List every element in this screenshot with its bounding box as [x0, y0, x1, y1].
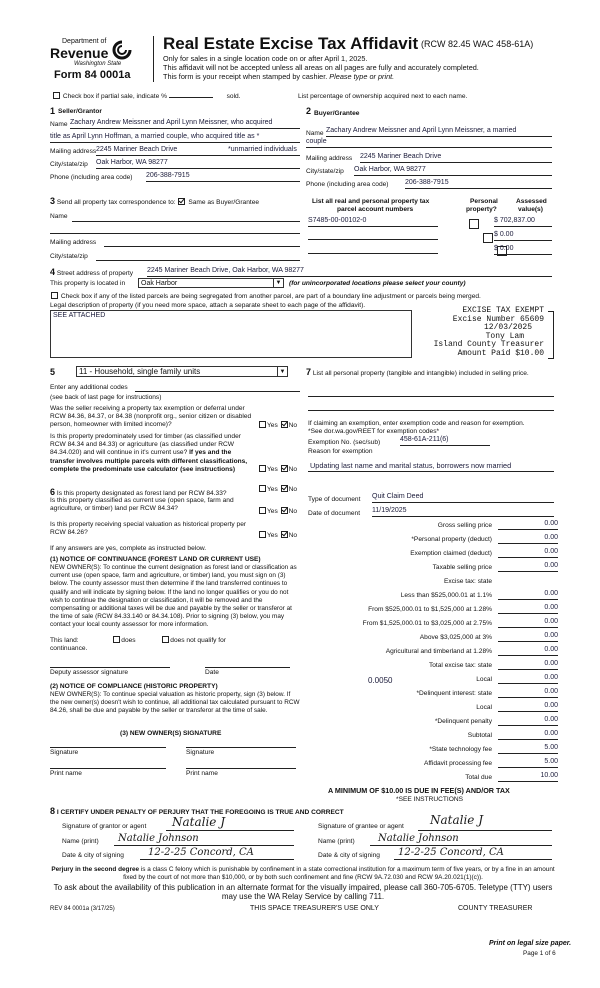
stamp-line1: EXCISE TAX EXEMPT	[462, 306, 544, 315]
grantor-date-value[interactable]: 12-2-25 Concord, CA	[148, 847, 254, 858]
local-label: Local	[476, 676, 492, 683]
does-not-qualify-checkbox[interactable]	[162, 636, 169, 643]
grantor-name-value[interactable]: Natalie Johnson	[118, 833, 199, 844]
proc-fee-label: Affidavit processing fee	[423, 760, 492, 767]
header-note2: This affidavit will not be accepted unless all areas on all pages are fully and accurately completed.	[163, 63, 479, 72]
parcels-h3b: value(s)	[518, 206, 543, 213]
sec5-q2: Is this property predominately used for timber (as classified under RCW 84.34 and 84.33) or agriculture (as classified under RCW 84.34.020) and will continue in it's current use? If yes and the transfer involves multiple parcels with different classifications, complete the predominate use calculator (see instructions)	[50, 433, 248, 473]
doc-type-label: Type of document	[308, 496, 361, 503]
doc-date-label: Date of document	[308, 510, 361, 517]
personal-value[interactable]: 0.00	[498, 534, 558, 544]
codes-note: (see back of last page for instructions)	[50, 394, 162, 401]
delinq-state-label: *Delinquent interest: state	[416, 690, 492, 697]
total-due-label: Total due	[465, 774, 492, 781]
total-state-label: Total excise tax: state	[428, 662, 492, 669]
local-rate: 0.0050	[368, 676, 393, 685]
sec2-title: Buyer/Grantee	[314, 110, 360, 117]
sec6-q1: 6 Is this property designated as forest land per RCW 84.33?	[50, 487, 227, 497]
rate3-value[interactable]: 0.00	[498, 618, 558, 628]
new-owner-print-label2: Print name	[186, 770, 218, 777]
assessed-value-3[interactable]: $ 0.00	[494, 245, 552, 255]
tax-table	[300, 519, 560, 794]
exempt-stamp	[414, 307, 554, 361]
sec3-header: 3 Send all property tax correspondence to: Same as Buyer/Grantee	[50, 196, 260, 206]
located-label: This property is located in	[50, 280, 126, 287]
street-address-field[interactable]: 2245 Mariner Beach Drive, Oak Harbor, WA 98277	[147, 267, 552, 277]
sec1-num: 1	[50, 106, 56, 116]
this-land-row: This land: does does not qualify for	[50, 637, 226, 644]
exemption-value[interactable]: 0.00	[498, 548, 558, 558]
new-owner-print-label1: Print name	[50, 770, 82, 777]
seller-phone-label: Phone (including area code)	[50, 174, 133, 181]
penalty-value[interactable]: 0.00	[498, 716, 558, 726]
sec6-q3: Is this property receiving special valuation as historical property per RCW 84.26?	[50, 521, 247, 537]
form-number: Form 84 0001a	[54, 69, 131, 81]
forest-yes-checkbox[interactable]	[259, 485, 266, 492]
reason-line	[308, 471, 554, 472]
does-qualify-checkbox[interactable]	[113, 636, 120, 643]
sec5-q1-answers: Yes No	[258, 421, 297, 430]
sec3-name-line2	[50, 233, 300, 234]
buyer-phone-label: Phone (including area code)	[306, 181, 389, 188]
stamp-line4: Tony Lam	[485, 331, 524, 341]
total-due-value[interactable]: 10.00	[498, 772, 558, 782]
sec3-name-label: Name	[50, 213, 68, 220]
rate1-value[interactable]: 0.00	[498, 590, 558, 600]
grantee-signature[interactable]: Natalie J	[430, 813, 484, 827]
buyer-phone-field[interactable]: 206-388-7915	[405, 179, 552, 189]
tech-fee-value[interactable]: 5.00	[498, 744, 558, 754]
rate2-label: From $525,000.01 to $1,525,000 at 1.28%	[368, 606, 492, 613]
same-as-buyer-checkbox[interactable]	[178, 198, 185, 205]
dor-swoosh-icon	[112, 40, 132, 60]
sec6-q1-answers: Yes No	[258, 485, 297, 494]
seller-name-label: Name	[50, 121, 68, 128]
location-value: Oak Harbor	[141, 280, 178, 287]
sec5-num: 5	[50, 367, 56, 377]
forest-no-checkbox[interactable]	[281, 485, 288, 492]
personal-prop-line1	[308, 396, 554, 397]
personal-property-checkbox-1[interactable]	[469, 219, 479, 229]
doc-type-field[interactable]: Quit Claim Deed	[372, 493, 554, 503]
gross-value[interactable]: 0.00	[498, 520, 558, 530]
chevron-down-icon[interactable]: ▼	[273, 279, 283, 287]
alt-format-note: To ask about the availability of this publication in an alternate format for the visually impaired, please call 360-705-6705. Teletype (TTY) users may use the WA Relay Service by calling 711.	[53, 883, 553, 901]
legal-desc-box[interactable]	[50, 310, 412, 358]
codes-label: Enter any additional codes	[50, 384, 128, 391]
personal-prop-line2	[308, 410, 554, 411]
exempt-no-field[interactable]: 458-61A-211(6)	[400, 436, 490, 446]
land-use-value: 11 - Household, single family units	[79, 367, 201, 376]
grantee-date-value[interactable]: 12-2-25 Concord, CA	[398, 847, 504, 858]
rate3-label: From $1,525,000.01 to $3,025,000 at 2.75%	[362, 620, 492, 627]
stamp-line5: Island County Treasurer	[433, 340, 544, 350]
exempt-no-label: Exemption No. (sec/sub)	[308, 439, 381, 446]
grantee-date-label: Date & city of signing	[318, 852, 380, 859]
assessed-value-2[interactable]: $ 0.00	[494, 231, 552, 241]
reason-field[interactable]: Updating last name and marital status, borrowers now married	[310, 461, 512, 470]
sec7-label: 7 List all personal property (tangible and intangible) included in selling price.	[306, 367, 529, 377]
grantee-sig-label: Signature of grantee or agent	[318, 823, 404, 830]
header-divider	[153, 36, 154, 82]
sec3-name-line	[72, 221, 300, 222]
parcels-h2: Personal	[470, 198, 498, 205]
rate4-value[interactable]: 0.00	[498, 632, 558, 642]
gross-label: Gross selling price	[437, 522, 492, 529]
perjury-note: Perjury in the second degree is a class C felony which is punishable by confinement in a state correctional institution for a maximum term of five years, or by a fine in an amount fixed by the court of not more than $10,000, or by both such confinement and fine (RCW 9A.72.030 and RCW 9A.20.021(1)(c)).	[51, 866, 555, 881]
notice1-title: (1) NOTICE OF CONTINUANCE (FOREST LAND OR CURRENT USE)	[50, 556, 261, 563]
delinq-local-value[interactable]: 0.00	[498, 702, 558, 712]
deputy-date-label: Date	[205, 669, 219, 676]
minimum-note: A MINIMUM OF $10.00 IS DUE IN FEE(S) AND/OR TAX	[328, 786, 510, 795]
q1-no-checkbox[interactable]	[281, 421, 288, 428]
treasurer-only: THIS SPACE TREASURER'S USE ONLY	[250, 905, 379, 912]
parcels-h3: Assessed	[516, 198, 547, 205]
personal-label: *Personal property (deduct)	[411, 536, 492, 543]
seller-name-field[interactable]: Zachary Andrew Meissner and April Lynn Meissner, who acquired	[70, 119, 300, 129]
stamp-line6: Amount Paid $10.00	[457, 348, 544, 358]
taxable-label: Taxable selling price	[432, 564, 492, 571]
page-number: Page 1 of 6	[523, 950, 556, 957]
grantor-sig-line	[166, 830, 294, 831]
rate1-label: Less than $525,000.01 at 1.1%	[400, 592, 492, 599]
buyer-mail-field[interactable]: 2245 Mariner Beach Drive	[360, 153, 552, 163]
location-dropdown[interactable]	[138, 278, 284, 288]
seller-mail-note: *unmarried individuals	[228, 146, 297, 153]
sec3-city-line	[96, 260, 300, 261]
partial-sale-row: Check box if partial sale, indicate % sold.	[52, 92, 241, 101]
header-note1: Only for sales in a single location code on or after April 1, 2025.	[163, 54, 368, 63]
new-owner-print-line1	[50, 768, 166, 769]
dept-line3: Washington State	[74, 61, 122, 67]
grantee-name-label: Name (print)	[318, 838, 355, 845]
stamp-line2: Excise Number 65609	[452, 314, 544, 324]
legal-desc-value: SEE ATTACHED	[53, 312, 106, 319]
grantor-name-label: Name (print)	[62, 838, 99, 845]
dept-line1: Department of	[62, 38, 107, 45]
new-owner-sig-label2: Signature	[186, 749, 215, 756]
new-owner-sig-line2	[186, 747, 296, 748]
rate5-label: Agricultural and timberland at 1.28%	[385, 648, 492, 655]
legal-paper-note: Print on legal size paper.	[489, 940, 572, 947]
assessed-value-1[interactable]: $ 702,837.00	[494, 217, 552, 227]
local-value[interactable]: 0.00	[498, 674, 558, 684]
sec3-mail-line	[104, 246, 300, 247]
buyer-mail-label: Mailing address	[306, 155, 353, 162]
buyer-name-field-2[interactable]: couple	[306, 138, 552, 148]
doc-date-field[interactable]: 11/19/2025	[372, 507, 554, 517]
segregated-checkbox[interactable]	[51, 292, 58, 299]
grantee-name-value[interactable]: Natalie Johnson	[378, 833, 459, 844]
seller-mail-label: Mailing address	[50, 148, 97, 155]
grantee-sig-line	[418, 830, 552, 831]
notice3-title: (3) NEW OWNER(S) SIGNATURE	[120, 730, 222, 737]
q1-yes-checkbox[interactable]	[259, 421, 266, 428]
subtotal-value[interactable]: 0.00	[498, 730, 558, 740]
land-use-dropdown[interactable]	[76, 366, 288, 377]
see-instructions: *SEE INSTRUCTIONS	[396, 796, 464, 803]
rcw-ref: (RCW 82.45 WAC 458-61A)	[421, 39, 534, 49]
total-state-value[interactable]: 0.00	[498, 660, 558, 670]
tech-fee-label: *State technology fee	[429, 746, 492, 753]
personal-property-checkbox-2[interactable]	[483, 233, 493, 243]
sec6-q4: If any answers are yes, complete as instructed below.	[50, 545, 207, 552]
delinq-local-label: Local	[476, 704, 492, 711]
historic-no-checkbox[interactable]	[281, 531, 288, 538]
partial-sale-checkbox[interactable]	[53, 92, 60, 99]
new-owner-print-line2	[186, 768, 296, 769]
parcel-number-1[interactable]: S7485-00-00102-0	[308, 217, 438, 227]
new-owner-sig-line1	[50, 747, 166, 748]
sec5-q1: Was the seller receiving a property tax exemption or deferral under RCW 84.36, 84.37, or 84.38 (nonprofit org., senior citizen or disabled person, homeowner with limited income)?	[50, 405, 252, 429]
parcel-number-3[interactable]	[308, 245, 438, 254]
sec3-mail-label: Mailing address	[50, 239, 97, 246]
seller-phone-field[interactable]: 206-388-7915	[146, 172, 300, 182]
reason-label: Reason for exemption	[308, 448, 373, 455]
sec8-cert: 8 I CERTIFY UNDER PENALTY OF PERJURY THAT THE FOREGOING IS TRUE AND CORRECT	[50, 806, 344, 816]
grantor-signature[interactable]: Natalie J	[172, 815, 226, 829]
buyer-city-field[interactable]: Oak Harbor, WA 98277	[354, 166, 552, 176]
parcels-h2b: property?	[466, 206, 497, 213]
grantor-sig-label: Signature of grantor or agent	[62, 823, 147, 830]
page-title: Real Estate Excise Tax Affidavit	[163, 34, 419, 53]
notice2-text: NEW OWNER(S): To continue special valuation as historic property, sign (3) below. If the new owner(s) doesn't wish to continue, all additional tax calculated pursuant to RCW 84.26, shall be due and payable by the seller or transferor at the time of sale.	[50, 691, 300, 715]
sec1-title: Seller/Grantor	[58, 108, 102, 115]
deputy-date-line	[205, 667, 290, 668]
excise-state-label: Excise tax: state	[443, 578, 492, 585]
grantor-date-label: Date & city of signing	[62, 852, 124, 859]
dept-line2: Revenue	[50, 45, 109, 61]
exemption-label: Exemption claimed (deduct)	[410, 550, 492, 557]
sec6-q2: Is this property classified as current use (open space, farm and agriculture, or timber) land per RCW 84.34?	[50, 497, 234, 513]
rate5-value[interactable]: 0.00	[498, 646, 558, 656]
delinq-state-value[interactable]: 0.00	[498, 688, 558, 698]
proc-fee-value[interactable]: 5.00	[498, 758, 558, 768]
buyer-name-field[interactable]: Zachary Andrew Meissner and April Lynn Meissner, a married	[326, 127, 552, 137]
seller-city-field[interactable]: Oak Harbor, WA 98277	[96, 159, 300, 169]
stamp-line3: 12/03/2025	[483, 323, 532, 333]
sec6-q3-answers: Yes No	[258, 531, 297, 540]
current-use-yes-checkbox[interactable]	[259, 507, 266, 514]
parcels-h1: List all real and personal property tax	[312, 198, 430, 205]
subtotal-label: Subtotal	[467, 732, 492, 739]
buyer-city-label: City/state/zip	[306, 168, 344, 175]
seller-city-label: City/state/zip	[50, 161, 88, 168]
chevron-down-icon[interactable]: ▼	[277, 367, 287, 376]
notice2-title: (2) NOTICE OF COMPLIANCE (HISTORIC PROPERTY)	[50, 683, 218, 690]
new-owner-sig-label1: Signature	[50, 749, 79, 756]
sec3-city-label: City/state/zip	[50, 253, 88, 260]
header-note3: This form is your receipt when stamped by cashier. Please type or print.	[163, 72, 395, 81]
continuance-label: continuance.	[50, 645, 88, 652]
deputy-label: Deputy assessor signature	[50, 669, 129, 676]
parcels-h1b: parcel account numbers	[337, 206, 414, 213]
q2-no-checkbox[interactable]	[281, 465, 288, 472]
county-treasurer: COUNTY TREASURER	[458, 905, 533, 912]
exempt-label: If claiming an exemption, enter exemption code and reason for exemption. *See dor.wa.gov/REET for exemption codes*	[308, 420, 525, 436]
parcel-number-2[interactable]	[308, 231, 438, 240]
dor-logo	[50, 38, 150, 82]
q2-yes-checkbox[interactable]	[259, 465, 266, 472]
deputy-sig-line	[50, 667, 170, 668]
legal-desc-label: Legal description of property (if you need more space, attach a separate sheet to each page of the affidavit).	[50, 302, 366, 309]
current-use-no-checkbox[interactable]	[281, 507, 288, 514]
rev-number: REV 84 0001a (3/17/25)	[50, 906, 115, 912]
sec2-num: 2	[306, 106, 312, 116]
sec4-street-row: 4 Street address of property	[50, 267, 134, 277]
segregated-row: Check box if any of the listed parcels are being segregated from another parcel, are part of a boundary line adjustment or parcels being merged.	[50, 292, 481, 301]
seller-name-field-2[interactable]: title as April Lynn Hoffman, a married couple, who acquired title as *	[50, 133, 300, 143]
penalty-label: *Delinquent penalty	[434, 718, 492, 725]
notice1-text: NEW OWNER(S): To continue the current designation as forest land or classification as current use (open space, farm and agriculture, or timber) land, you must sign on (3) below. The county assessor must then determine if the land transferred continues to qualify and will indicate by signing below. If the land no longer qualifies or you do not wish to continue the designation or classification, it will be removed and the compensating or additional taxes will be due and payable by the seller or transferor at the time of sale (RCW 84.33.140 or 84.34.108). Prior to signing (3) below, you may contact your local county assessor for more information.	[50, 564, 297, 629]
located-note: (for unincorporated locations please select your county)	[289, 280, 466, 287]
historic-yes-checkbox[interactable]	[259, 531, 266, 538]
seller-mail-field[interactable]: 2245 Mariner Beach Drive	[96, 146, 300, 156]
rate4-label: Above $3,025,000 at 3%	[419, 634, 492, 641]
codes-line	[135, 391, 300, 392]
sec5-q2-answers: Yes No	[258, 465, 297, 474]
rate2-value[interactable]: 0.00	[498, 604, 558, 614]
taxable-value[interactable]: 0.00	[498, 562, 558, 572]
buyer-name-label: Name	[306, 130, 324, 137]
sec6-q2-answers: Yes No	[258, 507, 297, 516]
pct-note: List percentage of ownership acquired next to each name.	[298, 93, 468, 100]
